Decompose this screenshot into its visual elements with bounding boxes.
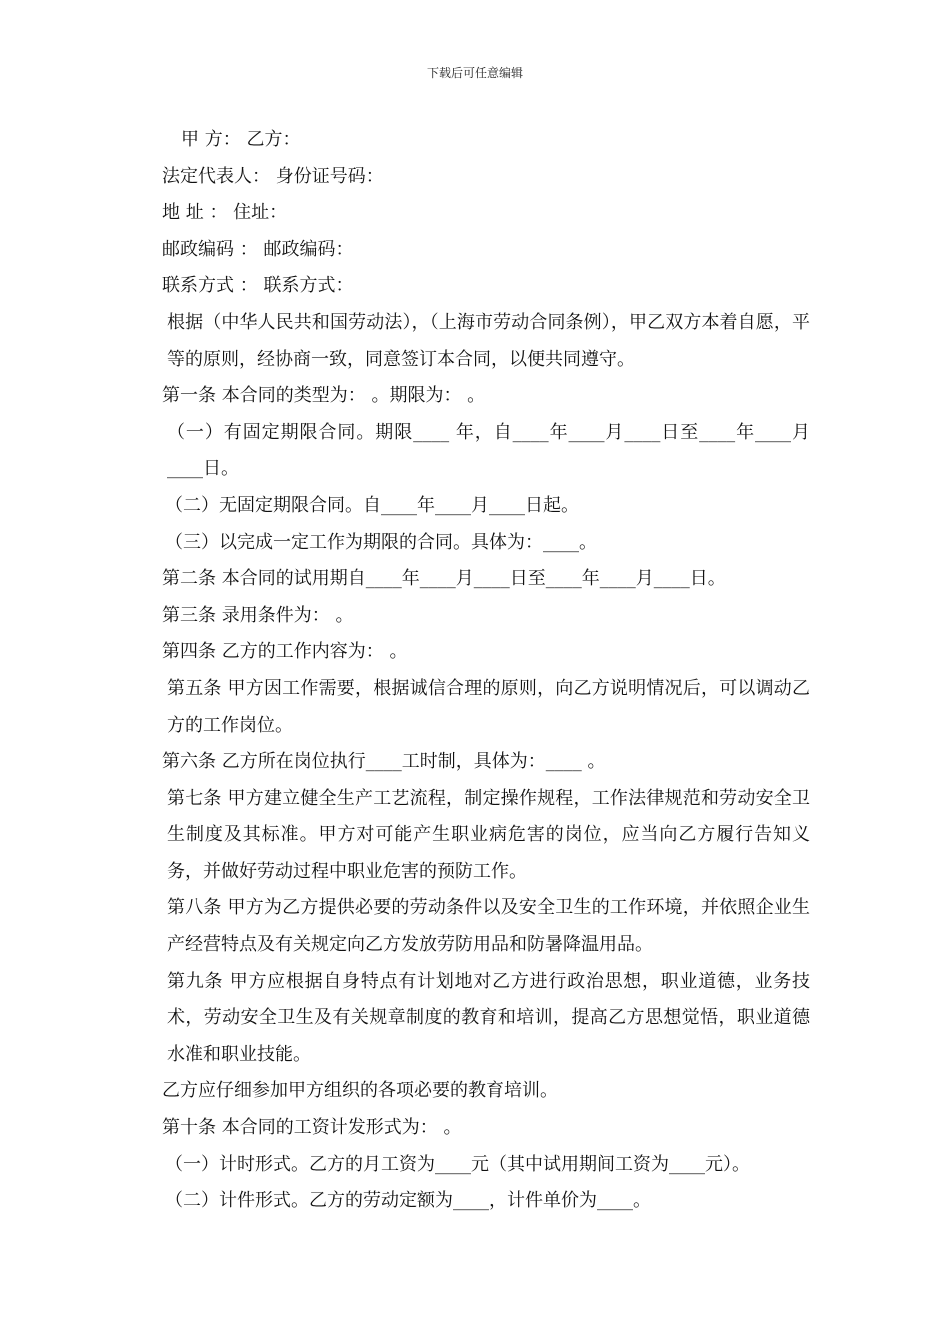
postal-code-line: 邮政编码 ： 邮政编码： (162, 238, 354, 260)
party-a-b-line: 甲 方： 乙方： (181, 129, 301, 150)
contract-body (145, 122, 810, 1220)
preamble-paragraph: 根据（中华人民共和国劳动法），（上海市劳动合同条例），甲乙双方本着自愿，平等的原则，经协商一致，同意签订本合同，以便共同遵守。 (167, 311, 810, 370)
article-4: 第四条 乙方的工作内容为： 。 (162, 641, 408, 663)
article-10-item-2: （二）计件形式。乙方的劳动定额为____，计件单价为____。 (165, 1190, 651, 1212)
article-1: 第一条 本合同的类型为： 。期限为： 。 (162, 385, 486, 407)
article-9-supplement: 乙方应仔细参加甲方组织的各项必要的教育培训。 (162, 1080, 558, 1102)
article-1-item-3: （三）以完成一定工作为期限的合同。具体为：____。 (165, 531, 597, 553)
contact-line: 联系方式 ： 联系方式： (162, 275, 354, 297)
article-10-item-1: （一）计时形式。乙方的月工资为____元（其中试用期间工资为____元）。 (165, 1153, 750, 1175)
article-1-item-2: （二）无固定期限合同。自____年____月____日起。 (165, 494, 579, 516)
legal-rep-id-line: 法定代表人： 身份证号码： (162, 165, 384, 187)
article-10: 第十条 本合同的工资计发形式为： 。 (162, 1117, 462, 1139)
article-3: 第三条 录用条件为： 。 (162, 604, 354, 626)
article-7: 第七条 甲方建立健全生产工艺流程，制定操作规程，工作法律规范和劳动安全卫生制度及其标准。甲方对可能产生职业病危害的岗位，应当向乙方履行告知义务，并做好劳动过程中职业危害的预防工作。 (167, 787, 810, 882)
article-5: 第五条 甲方因工作需要，根据诚信合理的原则，向乙方说明情况后，可以调动乙方的工作岗位。 (167, 677, 810, 736)
article-9: 第九条 甲方应根据自身特点有计划地对乙方进行政治思想，职业道德，业务技术，劳动安全卫生及有关规章制度的教育和培训，提高乙方思想觉悟，职业道德水准和职业技能。 (167, 970, 810, 1065)
page-header-note: 下载后可任意编辑 (426, 66, 523, 80)
article-2: 第二条 本合同的试用期自____年____月____日至____年____月____日。 (162, 568, 726, 590)
address-line: 地 址 ： 住址： (162, 202, 288, 224)
article-1-item-1: （一）有固定期限合同。期限____ 年，自____年____月____日至____年____月____日。 (167, 421, 810, 480)
article-8: 第八条 甲方为乙方提供必要的劳动条件以及安全卫生的工作环境，并依照企业生产经营特点及有关规定向乙方发放劳防用品和防暑降温用品。 (167, 897, 810, 956)
article-6: 第六条 乙方所在岗位执行____工时制，具体为：____ 。 (162, 751, 606, 773)
